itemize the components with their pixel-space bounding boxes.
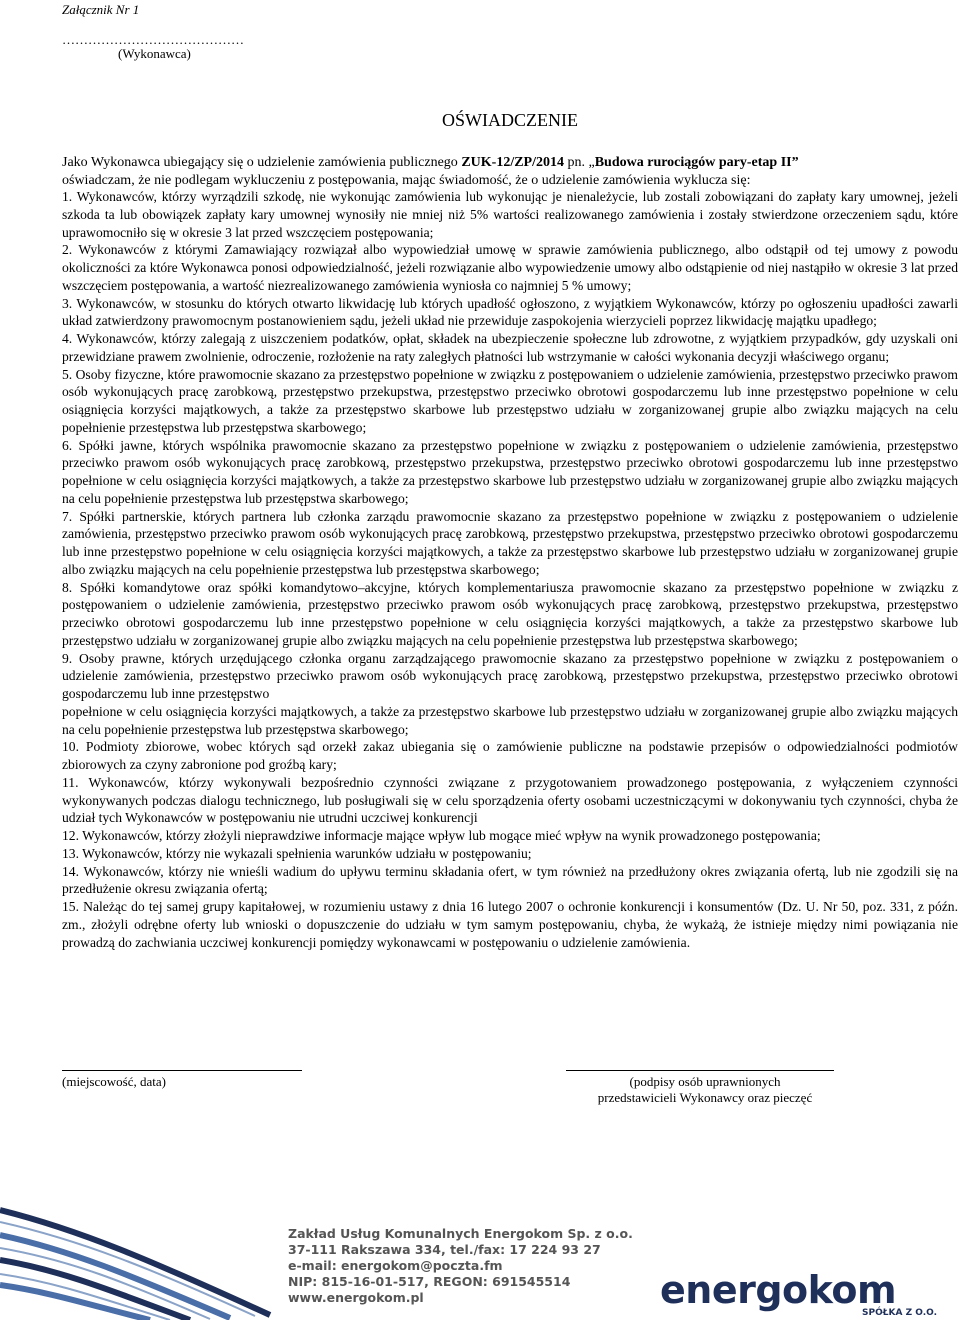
signature-label-line-2: przedstawicieli Wykonawcy oraz pieczęć xyxy=(597,1090,813,1105)
list-item: 11. Wykonawców, którzy wykonywali bezpośrednio czynności związane z przygotowaniem prowadzonego postępowania, z wyłączeniem czynności wykonywanych podczas dialogu technicznego, lub posługiwali się w celu sporządzenia oferty osobami uczestniczącymi w dokonywaniu tych czynności, chyba że udział tych Wykonawców w postępowaniu nie utrudni uczciwej konkurencji xyxy=(62,774,958,826)
logo-text: energokom xyxy=(660,1268,897,1312)
signature-line xyxy=(566,1070,834,1071)
energokom-logo xyxy=(660,1268,960,1318)
contractor-label: (Wykonawca) xyxy=(118,46,191,61)
logo-subtext: SPÓŁKA Z O.O. xyxy=(862,1308,937,1318)
footer-company-info xyxy=(288,1226,633,1306)
project-name: Budowa rurociągów pary-etap II” xyxy=(594,155,799,170)
signature-label xyxy=(540,1074,870,1106)
footer-email: e-mail: energokom@poczta.fm xyxy=(288,1258,503,1273)
place-date-label: (miejscowość, data) xyxy=(62,1074,166,1089)
intro-text xyxy=(62,154,958,189)
list-item: 14. Wykonawców, którzy nie wnieśli wadium do upływu terminu składania ofert, w tym również na przedłużony okres związania ofertą, lub nie zgodzili się na przedłużenie okresu związania ofertą; xyxy=(62,863,958,897)
procedure-number: ZUK-12/ZP/2014 xyxy=(461,155,564,170)
signature-label-line-1: (podpisy osób uprawnionych xyxy=(629,1074,781,1089)
place-date-line xyxy=(62,1070,302,1071)
exclusion-list xyxy=(62,188,958,951)
list-item: 6. Spółki jawne, których wspólnika prawomocnie skazano za przestępstwo popełnione w związku z postępowaniem o udzielenie zamówienia, przestępstwo przeciwko prawom osób wykonujących pracę zarobkową, przestępstwo przekupstwa, przestępstwo przeciwko obrotowi gospodarczemu lub inne przestępstwo popełnione w celu osiągnięcia korzyści majątkowych, a także za przestępstwo skarbowe lub przestępstwo udziału w zorganizowanej grupie albo związku mających na celu popełnienie przestępstwa lub przestępstwa skarbowego; xyxy=(62,437,958,506)
footer-swoosh-graphic xyxy=(0,1190,280,1320)
list-item: 8. Spółki komandytowe oraz spółki komandytowo–akcyjne, których komplementariusza prawomocnie skazano za przestępstwo popełnione w związku z postępowaniem o udzielenie zamówienia, przestępstwo przeciwko prawom osób wykonujących pracę zarobkową, przestępstwo przekupstwa, przestępstwo przeciwko obrotowi gospodarczemu lub inne przestępstwo popełnione w celu osiągnięcia korzyści majątkowych, a także za przestępstwo skarbowe lub przestępstwo udziału w zorganizowanej grupie albo związku mających na celu popełnienie przestępstwa lub przestępstwa skarbowego; xyxy=(62,579,958,648)
list-item: 10. Podmioty zbiorowe, wobec których sąd orzekł zakaz ubiegania się o zamówienie publiczne na podstawie przepisów o odpowiedzialności podmiotów zbiorowych za czyny zabronione pod groźbą kary; xyxy=(62,739,958,772)
intro-line-1a: Jako Wykonawca ubiegający się o udzielenie zamówienia publicznego xyxy=(62,155,458,170)
list-item: 15. Należąc do tej samej grupy kapitałowej, w rozumieniu ustawy z dnia 16 lutego 2007 o ochronie konkurencji i konsumentów (Dz. U. Nr 50, poz. 331, z późn. zm., złożyli odrębne oferty lub wnioski o dopuszczenie do udziału w tym samym postępowaniu, chyba, że wykażą, że istnieje między nimi powiązania nie prowadzą do zachwiania uczciwej konkurencji pomiędzy wykonawcami w postępowaniu o udzielenie zamówienia. xyxy=(62,899,958,950)
list-item: 4. Wykonawców, którzy zalegają z uiszczeniem podatków, opłat, składek na ubezpieczenie społeczne lub zdrowotne, z wyjątkiem przypadków, gdy uzyskali oni przewidziane prawem zwolnienie, odroczenie, rozłożenie na raty zaległych płatności lub wstrzymanie w całości wykonania decyzji właściwego organu; xyxy=(62,331,958,364)
list-item: 2. Wykonawców z którymi Zamawiający rozwiązał albo wypowiedział umowę w sprawie zamówienia publicznego, albo odstąpił od tej umowy z powodu okoliczności za które Wykonawca ponosi odpowiedzialność, jeżeli rozwiązanie albo wypowiedzenie umowy albo odstąpienie od niej nastąpiło w okresie 3 lat przed wszczęciem postępowania, a wartość niezrealizowanego zamówienia wyniosła co najmniej 5 % umowy; xyxy=(62,242,958,293)
footer-address: 37-111 Rakszawa 334, tel./fax: 17 224 93 27 xyxy=(288,1242,601,1257)
footer-company: Zakład Usług Komunalnych Energokom Sp. z o.o. xyxy=(288,1226,633,1241)
list-item: 1. Wykonawców, którzy wyrządzili szkodę, nie wykonując zamówienia lub wykonując je nienależycie, lub zostali zobowiązani do zapłaty kary umownej, jeżeli szkoda ta lub obowiązek zapłaty kary umownej wynosiły nie mniej niż 5% wartości realizowanego zamówienia i zostały stwierdzone orzeczeniem sądu, które uprawomocniło się w okresie 3 lat przed wszczęciem postępowania; xyxy=(62,189,958,240)
list-item: 13. Wykonawców, którzy nie wykazali spełnienia warunków udziału w postępowaniu; xyxy=(62,845,532,861)
attachment-label: Załącznik Nr 1 xyxy=(62,2,140,17)
intro-line-2: oświadczam, że nie podlegam wykluczeniu z postępowania, mając świadomość, że o udzielenie zamówienia wyklucza się: xyxy=(62,172,751,188)
contractor-dots: …………………………………… xyxy=(62,32,244,47)
intro-line-1 xyxy=(62,154,958,172)
list-item: 5. Osoby fizyczne, które prawomocnie skazano za przestępstwo popełnione w związku z postępowaniem o udzielenie zamówienia, przestępstwo przeciwko prawom osób wykonujących pracę zarobkową, przestępstwo przekupstwa, przestępstwo przeciwko obrotowi gospodarczemu lub inne przestępstwo popełnione w celu osiągnięcia korzyści majątkowych, a także za przestępstwo skarbowe lub przestępstwo udziału w zorganizowanej grupie albo związku mających na celu popełnienie przestępstwa lub przestępstwa skarbowego; xyxy=(62,366,958,435)
document-title: OŚWIADCZENIE xyxy=(442,110,578,130)
list-item: popełnione w celu osiągnięcia korzyści majątkowych, a także za przestępstwo skarbowe lub przestępstwo udziału w zorganizowanej grupie albo związku mających na celu popełnienie przestępstwa lub przestępstwa skarbowego; xyxy=(62,703,958,737)
list-item: 12. Wykonawców, którzy złożyli nieprawdziwe informacje mające wpływ lub mogące mieć wpływ na wynik prowadzonego postępowania; xyxy=(62,828,821,843)
list-item: 3. Wykonawców, w stosunku do których otwarto likwidację lub których upadłość ogłoszono, z wyjątkiem Wykonawców, którzy po ogłoszeniu upadłości zawarli układ zatwierdzony prawomocnym postanowieniem sądu, jeżeli układ nie przewiduje zaspokojenia wierzycieli poprzez likwidację majątku upadłego; xyxy=(62,295,958,329)
list-item: 9. Osoby prawne, których urzędującego członka organu zarządzającego prawomocnie skazano za przestępstwo popełnione w związku z postępowaniem o udzielenie zamówienia, przestępstwo przeciwko prawom osób wykonujących pracę zarobkową, przestępstwo przekupstwa, przestępstwo przeciwko obrotowi gospodarczemu lub inne przestępstwo xyxy=(62,650,958,701)
footer-website: www.energokom.pl xyxy=(288,1290,424,1305)
intro-line-1c: pn. „ xyxy=(567,155,595,170)
footer-ids: NIP: 815-16-01-517, REGON: 691545514 xyxy=(288,1274,571,1289)
list-item: 7. Spółki partnerskie, których partnera lub członka zarządu prawomocnie skazano za przestępstwo popełnione w związku z postępowaniem o udzielenie zamówienia, przestępstwo przeciwko prawom osób wykonujących pracę zarobkową, przestępstwo przekupstwa, przestępstwo przeciwko obrotowi gospodarczemu lub inne przestępstwo popełnione w celu osiągnięcia korzyści majątkowych, a także za przestępstwo skarbowe lub przestępstwo udziału w zorganizowanej grupie albo związku mających na celu popełnienie przestępstwa lub przestępstwa skarbowego; xyxy=(62,508,958,577)
